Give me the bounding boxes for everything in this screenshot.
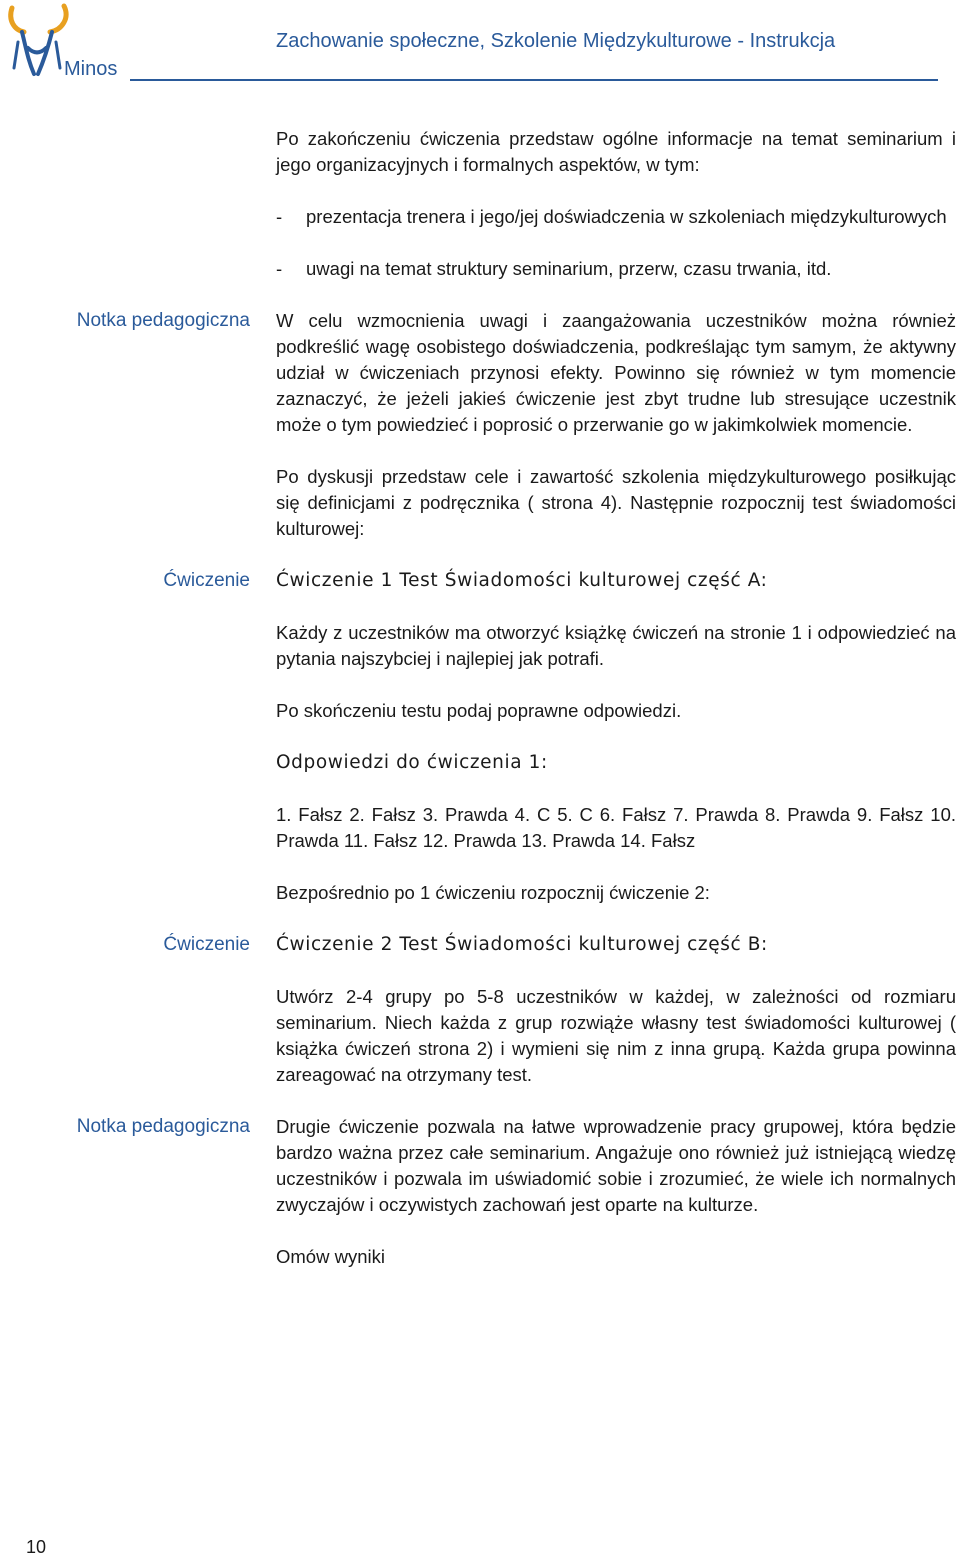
note-text: Drugie ćwiczenie pozwala na łatwe wprowadzenie pracy grupowej, która będzie bardzo ważna przez całe seminarium. Angażuje ono również już istniejącą wiedzę uczestników i pozwala im uświadomić sobie i zrozumieć, że wiele ich normalnych zwyczajów i oczywistych zachowań jest oparte na kulturze. xyxy=(276,1116,956,1215)
exercise-2-text: Utwórz 2-4 grupy po 5-8 uczestników w każdej, w zależności od rozmiaru seminarium. Niech każda z grup rozwiąże własny test świadomości kulturowej ( książka ćwiczeń strona 2) i wymieni się nim z inna grupą. Każda grupa powinna zareagować na otrzymany test. xyxy=(276,986,956,1085)
side-label-note: Notka pedagogiczna xyxy=(76,310,250,331)
discussion-paragraph: Po dyskusji przedstaw cele i zawartość szkolenia międzykulturowego posiłkując się definicjami z podręcznika ( strona 4). Następnie rozpocznij test świadomości kulturowej: xyxy=(276,466,956,539)
exercise-2-heading: Ćwiczenie 2 Test Świadomości kulturowej część B: xyxy=(276,934,768,955)
note-text: W celu wzmocnienia uwagi i zaangażowania uczestników można również podkreślić wagę osobistego doświadczenia, podkreślając tym samym, że aktywny udział w ćwiczeniach przynosi efekty. Powinno się również w tym momencie zaznaczyć, że jeżeli jakieś ćwiczenie jest zbyt trudne lub stresujące uczestnik może o tym powiedzieć i poprosić o przerwanie go w jakimkolwiek momencie. xyxy=(276,310,956,435)
exercise-1-heading: Ćwiczenie 1 Test Świadomości kulturowej część A: xyxy=(276,570,768,591)
exercise-1-block xyxy=(163,568,956,594)
list-item-text: uwagi na temat struktury seminarium, przerw, czasu trwania, itd. xyxy=(306,258,832,279)
side-label-note: Notka pedagogiczna xyxy=(76,1116,250,1137)
side-label-exercise: Ćwiczenie xyxy=(163,570,250,591)
dash-bullet: - xyxy=(276,206,283,227)
answers-heading: Odpowiedzi do ćwiczenia 1: xyxy=(276,752,548,773)
list-item xyxy=(276,256,956,282)
closing-paragraph: Omów wyniki xyxy=(276,1246,385,1267)
exercise-2-block xyxy=(163,932,956,958)
intro-paragraph: Po zakończeniu ćwiczenia przedstaw ogólne informacje na temat seminarium i jego organizacyjnych i formalnych aspektów, w tym: xyxy=(276,128,956,175)
after-test-paragraph: Po skończeniu testu podaj poprawne odpowiedzi. xyxy=(276,700,682,721)
transition-paragraph: Bezpośrednio po 1 ćwiczeniu rozpocznij ćwiczenie 2: xyxy=(276,882,710,903)
pedagogical-note-2 xyxy=(76,1114,956,1218)
dash-bullet: - xyxy=(276,258,283,279)
main-content xyxy=(76,126,956,1270)
document-title: Zachowanie społeczne, Szkolenie Międzykulturowe - Instrukcja xyxy=(276,30,836,52)
list-item-text: prezentacja trenera i jego/jej doświadczenia w szkoleniach międzykulturowych xyxy=(306,206,947,227)
bull-head-logo-icon xyxy=(6,2,70,78)
side-label-exercise: Ćwiczenie xyxy=(163,934,250,955)
page-number: 10 xyxy=(26,1537,47,1557)
answers-list: 1. Fałsz 2. Fałsz 3. Prawda 4. C 5. C 6. Fałsz 7. Prawda 8. Prawda 9. Fałsz 10. Prawda 11. Fałsz 12. Prawda 13. Prawda 14. Fałsz xyxy=(276,804,956,851)
page-header xyxy=(0,0,960,90)
header-divider xyxy=(130,79,938,81)
exercise-1-text: Każdy z uczestników ma otworzyć książkę ćwiczeń na stronie 1 i odpowiedzieć na pytania najszybciej i najlepiej jak potrafi. xyxy=(276,622,956,669)
brand-name: Minos xyxy=(64,58,118,80)
pedagogical-note-1 xyxy=(76,308,956,438)
list-item xyxy=(276,204,956,230)
